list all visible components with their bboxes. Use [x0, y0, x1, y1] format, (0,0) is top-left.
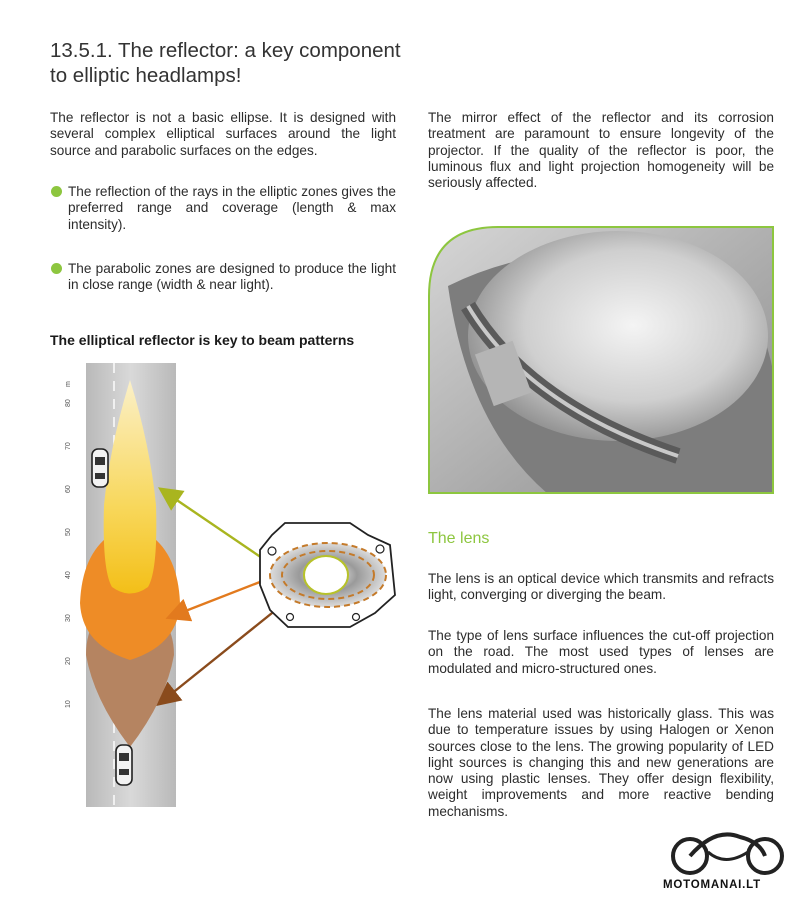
- reflector-icon: [260, 523, 395, 627]
- bullet-item: [50, 261, 396, 294]
- beam-pattern-diagram: [50, 355, 410, 815]
- distance-tick-label: 40: [65, 571, 72, 579]
- arrow-parabolic-mid: [170, 580, 265, 617]
- logo-text: MOTOMANAI.LT: [663, 879, 761, 891]
- intro-paragraph: The reflector is not a basic ellipse. It is designed with several complex elliptical surfaces around the light source and parabolic surfaces on the edges.: [50, 110, 396, 158]
- distance-tick-label: 80: [65, 399, 72, 407]
- bullet-text: The reflection of the rays in the elliptic zones gives the preferred range and coverage (length & max intensity).: [68, 184, 396, 232]
- section-heading: The elliptical reflector is key to beam patterns: [50, 332, 355, 348]
- arrow-parabolic-near: [160, 605, 282, 703]
- bullet-dot-icon: [51, 186, 62, 197]
- arrow-elliptic: [162, 490, 265, 560]
- lens-paragraph-3: The lens material used was historically glass. This was due to temperature issues by using Halogen or Xenon sources close to the lens. The growing popularity of LED light sources is changing this and new generations are now using plastic lenses. They offer design flexibility, weight improvements and more reactive bending mechanisms.: [428, 706, 774, 819]
- car-near-icon: [116, 745, 132, 785]
- reflector-quality-paragraph: The mirror effect of the reflector and its corrosion treatment are paramount to ensure longevity of the projector. If the quality of the reflector is poor, the luminous flux and light projection homogeneity will be seriously affected.: [428, 110, 774, 191]
- distance-tick-label: 10: [65, 700, 72, 708]
- distance-tick-label: 30: [65, 614, 72, 622]
- distance-tick-label: 20: [65, 657, 72, 665]
- car-far-icon: [92, 449, 108, 487]
- lens-paragraph-1: The lens is an optical device which transmits and refracts light, converging or diverging the beam.: [428, 571, 774, 603]
- distance-tick-label: 70: [65, 442, 72, 450]
- distance-tick-label: 60: [65, 485, 72, 493]
- lens-paragraph-2: The type of lens surface influences the cut-off projection on the road. The most used types of lenses are modulated and micro-structured ones.: [428, 628, 774, 676]
- lens-heading: The lens: [428, 530, 490, 547]
- unit-label: m: [65, 381, 72, 387]
- page-title: 13.5.1. The reflector: a key component to elliptic headlamps!: [50, 39, 401, 87]
- distance-tick-label: 50: [65, 528, 72, 536]
- lens-photo: [428, 226, 774, 494]
- distance-ticks: [65, 399, 72, 708]
- bullet-text: The parabolic zones are designed to produce the light in close range (width & near light).: [68, 261, 396, 293]
- bullet-item: [50, 184, 396, 233]
- bullet-dot-icon: [51, 263, 62, 274]
